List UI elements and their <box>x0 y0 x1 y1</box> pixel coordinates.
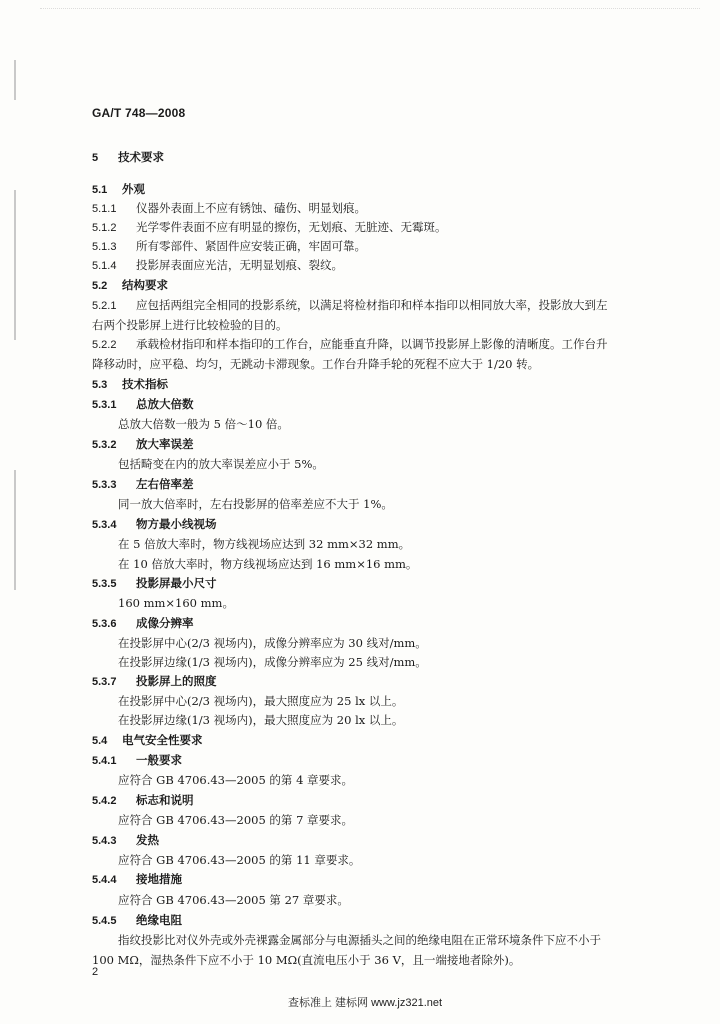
section-number: 5.2.1 <box>92 300 117 312</box>
paragraph-line <box>118 773 353 787</box>
section-text: 成像分辨率 <box>136 616 194 630</box>
paragraph-line <box>118 557 417 571</box>
scan-edge-mark <box>14 60 16 100</box>
section-text: 标志和说明 <box>136 793 194 807</box>
section-line <box>92 201 366 216</box>
paragraph-line <box>118 497 393 511</box>
section-text: 结构要求 <box>122 278 168 292</box>
paragraph-text: 在投影屏边缘(1/3 视场内)，最大照度应为 20 lx 以上。 <box>118 713 404 727</box>
section-number: 5.4.5 <box>92 915 117 927</box>
paragraph-line <box>92 318 288 332</box>
section-number: 5.3.5 <box>92 578 117 590</box>
section-text: 所有零部件、紧固件应安装正确，牢固可靠。 <box>136 239 366 253</box>
paragraph-text: 在 10 倍放大率时，物方线视场应达到 16 mm×16 mm。 <box>118 557 418 571</box>
section-line <box>92 733 203 748</box>
section-text: 左右倍率差 <box>136 477 194 491</box>
section-text: 投影屏表面应光洁，无明显划痕、裂纹。 <box>136 258 343 272</box>
paragraph-line <box>92 953 520 967</box>
paragraph-line <box>118 457 324 471</box>
section-number: 5.3 <box>92 379 108 391</box>
section-text: 技术要求 <box>118 150 164 164</box>
section-number: 5.3.4 <box>92 519 117 531</box>
section-number: 5.3.2 <box>92 439 117 451</box>
section-text: 光学零件表面不应有明显的擦伤，无划痕、无脏迹、无霉斑。 <box>136 220 447 234</box>
section-number: 5.3.3 <box>92 479 117 491</box>
section-text: 应包括两组完全相同的投影系统，以满足将检材指印和样本指印以相同放大率，投影放大到左 <box>136 298 608 312</box>
section-line <box>92 576 217 591</box>
section-number: 5.3.6 <box>92 618 117 630</box>
paragraph-text: 应符合 GB 4706.43—2005 第 27 章要求。 <box>118 893 349 907</box>
section-text: 外观 <box>122 182 145 196</box>
footer-watermark: 查标准上 建标网 www.jz321.net <box>288 997 443 1009</box>
section-number: 5.4 <box>92 735 108 747</box>
section-line <box>92 377 168 392</box>
paragraph-text: 同一放大倍率时，左右投影屏的倍率差应不大于 1%。 <box>118 497 393 511</box>
section-line <box>92 298 608 313</box>
section-number: 5.4.2 <box>92 795 117 807</box>
section-line <box>92 477 194 492</box>
paragraph-text: 在投影屏中心(2/3 视场内)，成像分辨率应为 30 线对/mm。 <box>118 636 427 650</box>
paragraph-line <box>118 537 410 551</box>
section-line <box>92 150 164 165</box>
section-line <box>92 517 217 532</box>
paragraph-text: 应符合 GB 4706.43—2005 的第 4 章要求。 <box>118 773 354 787</box>
section-line <box>92 674 217 689</box>
paragraph-text: 右两个投影屏上进行比较检验的目的。 <box>92 318 288 332</box>
section-text: 仪器外表面上不应有锈蚀、磕伤、明显划痕。 <box>136 201 366 215</box>
section-text: 投影屏最小尺寸 <box>136 576 217 590</box>
section-line <box>92 220 447 235</box>
section-text: 承载检材指印和样本指印的工作台，应能垂直升降，以调节投影屏上影像的清晰度。工作台升 <box>136 337 608 351</box>
paragraph-line <box>118 417 289 431</box>
paragraph-text: 应符合 GB 4706.43—2005 的第 7 章要求。 <box>118 813 354 827</box>
paragraph-line <box>118 893 349 907</box>
section-line <box>92 239 366 254</box>
section-text: 一般要求 <box>136 753 182 767</box>
section-text: 电气安全性要求 <box>122 733 203 747</box>
section-text: 发热 <box>136 833 159 847</box>
paragraph-line <box>118 813 353 827</box>
document-header: GA/T 748—2008 <box>92 106 186 120</box>
section-number: 5.1.4 <box>92 260 117 272</box>
section-line <box>92 833 159 848</box>
section-number: 5.1.3 <box>92 241 117 253</box>
section-number: 5.1.1 <box>92 203 117 215</box>
section-line <box>92 397 194 412</box>
paragraph-line <box>118 655 427 669</box>
paragraph-line <box>118 596 234 610</box>
section-number: 5.4.4 <box>92 874 117 886</box>
section-line <box>92 793 194 808</box>
section-text: 总放大倍数 <box>136 397 194 411</box>
section-line <box>92 337 608 352</box>
paragraph-text: 100 MΩ，湿热条件下应不小于 10 MΩ(直流电压小于 36 V，且一端接地者除外)。 <box>92 953 521 967</box>
scan-edge-mark <box>14 470 16 590</box>
section-text: 绝缘电阻 <box>136 913 182 927</box>
section-number: 5.2 <box>92 280 108 292</box>
section-text: 投影屏上的照度 <box>136 674 217 688</box>
paragraph-line <box>118 933 601 947</box>
scan-noise <box>40 8 700 21</box>
paragraph-text: 指纹投影比对仪外壳或外壳裸露金属部分与电源插头之间的绝缘电阻在正常环境条件下应不小于 <box>118 933 601 947</box>
section-text: 接地措施 <box>136 872 182 886</box>
paragraph-text: 在投影屏边缘(1/3 视场内)，成像分辨率应为 25 线对/mm。 <box>118 655 427 669</box>
paragraph-text: 在 5 倍放大率时，物方线视场应达到 32 mm×32 mm。 <box>118 537 411 551</box>
page-number: 2 <box>92 966 99 978</box>
section-line <box>92 753 182 768</box>
paragraph-text: 包括畸变在内的放大率误差应小于 5%。 <box>118 457 324 471</box>
paragraph-text: 总放大倍数一般为 5 倍～10 倍。 <box>118 417 289 431</box>
paragraph-line <box>118 694 403 708</box>
section-number: 5.4.3 <box>92 835 117 847</box>
section-text: 物方最小线视场 <box>136 517 217 531</box>
section-number: 5.4.1 <box>92 755 117 767</box>
paragraph-text: 应符合 GB 4706.43—2005 的第 11 章要求。 <box>118 853 361 867</box>
section-line <box>92 872 182 887</box>
paragraph-line <box>118 636 427 650</box>
section-number: 5.1 <box>92 184 108 196</box>
paragraph-text: 降移动时，应平稳、均匀，无跳动卡滞现象。工作台升降手轮的死程不应大于 1/20 转。 <box>92 357 540 371</box>
section-line <box>92 616 194 631</box>
paragraph-line <box>118 853 360 867</box>
section-line <box>92 913 182 928</box>
scan-edge-mark <box>14 190 16 340</box>
section-number: 5.3.1 <box>92 399 117 411</box>
section-text: 放大率误差 <box>136 437 194 451</box>
section-number: 5.3.7 <box>92 676 117 688</box>
paragraph-text: 160 mm×160 mm。 <box>118 596 234 610</box>
section-text: 技术指标 <box>122 377 168 391</box>
section-line <box>92 182 145 197</box>
section-line <box>92 437 194 452</box>
paragraph-line <box>118 713 403 727</box>
paragraph-text: 在投影屏中心(2/3 视场内)，最大照度应为 25 lx 以上。 <box>118 694 404 708</box>
section-line <box>92 258 343 273</box>
section-number: 5.1.2 <box>92 222 117 234</box>
section-line <box>92 278 168 293</box>
section-number: 5 <box>92 152 99 164</box>
paragraph-line <box>92 357 539 371</box>
section-number: 5.2.2 <box>92 339 117 351</box>
